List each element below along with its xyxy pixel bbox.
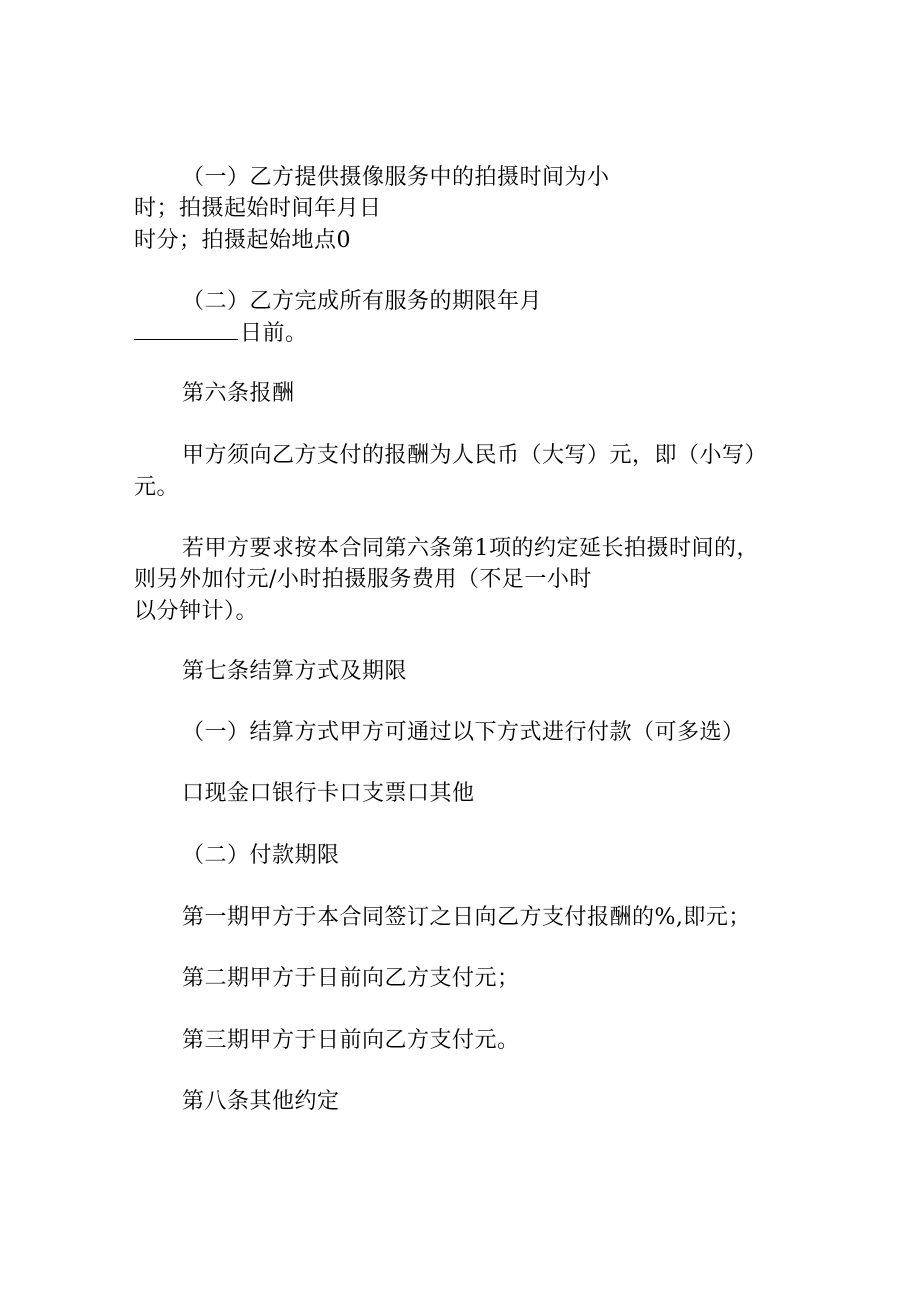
article-8-heading: 第八条其他约定 <box>182 1089 340 1114</box>
extension-line-3: 以分钟计）。 <box>134 599 259 624</box>
clause-1-line-1: （一）乙方提供摄像服务中的拍摄时间为小 <box>182 165 610 190</box>
installment-3: 第三期甲方于日前向乙方支付元。 <box>182 1028 520 1053</box>
clause-1-line-3: 时分；拍摄起始地点0 <box>134 228 351 253</box>
extension-line-2: 则另外加付元/小时拍摄服务费用（不足一小时 <box>134 567 592 592</box>
clause-1-line-2: 时；拍摄起始时间年月日 <box>134 196 382 221</box>
settlement-method: （一）结算方式甲方可通过以下方式进行付款（可多选） <box>182 720 745 745</box>
article-7-heading: 第七条结算方式及期限 <box>182 659 408 684</box>
clause-2-line-2 <box>134 319 308 349</box>
clause-2-line-2-text: 日前。 <box>240 321 308 346</box>
article-6-heading: 第六条报酬 <box>182 381 295 406</box>
extension-line-1: 若甲方要求按本合同第六条第1项的约定延长拍摄时间的， <box>182 536 759 561</box>
remuneration-line-1: 甲方须向乙方支付的报酬为人民币（大写）元，即（小写） <box>182 443 768 468</box>
payment-options: 口现金口银行卡口支票口其他 <box>182 781 475 806</box>
installment-2: 第二期甲方于日前向乙方支付元； <box>182 966 520 991</box>
clause-2-line-1: （二）乙方完成所有服务的期限年月 <box>182 289 543 314</box>
fill-in-blank <box>134 319 238 340</box>
payment-term-heading: （二）付款期限 <box>182 843 340 868</box>
installment-1: 第一期甲方于本合同签订之日向乙方支付报酬的%,即元； <box>182 905 751 930</box>
remuneration-line-2: 元。 <box>134 475 180 500</box>
